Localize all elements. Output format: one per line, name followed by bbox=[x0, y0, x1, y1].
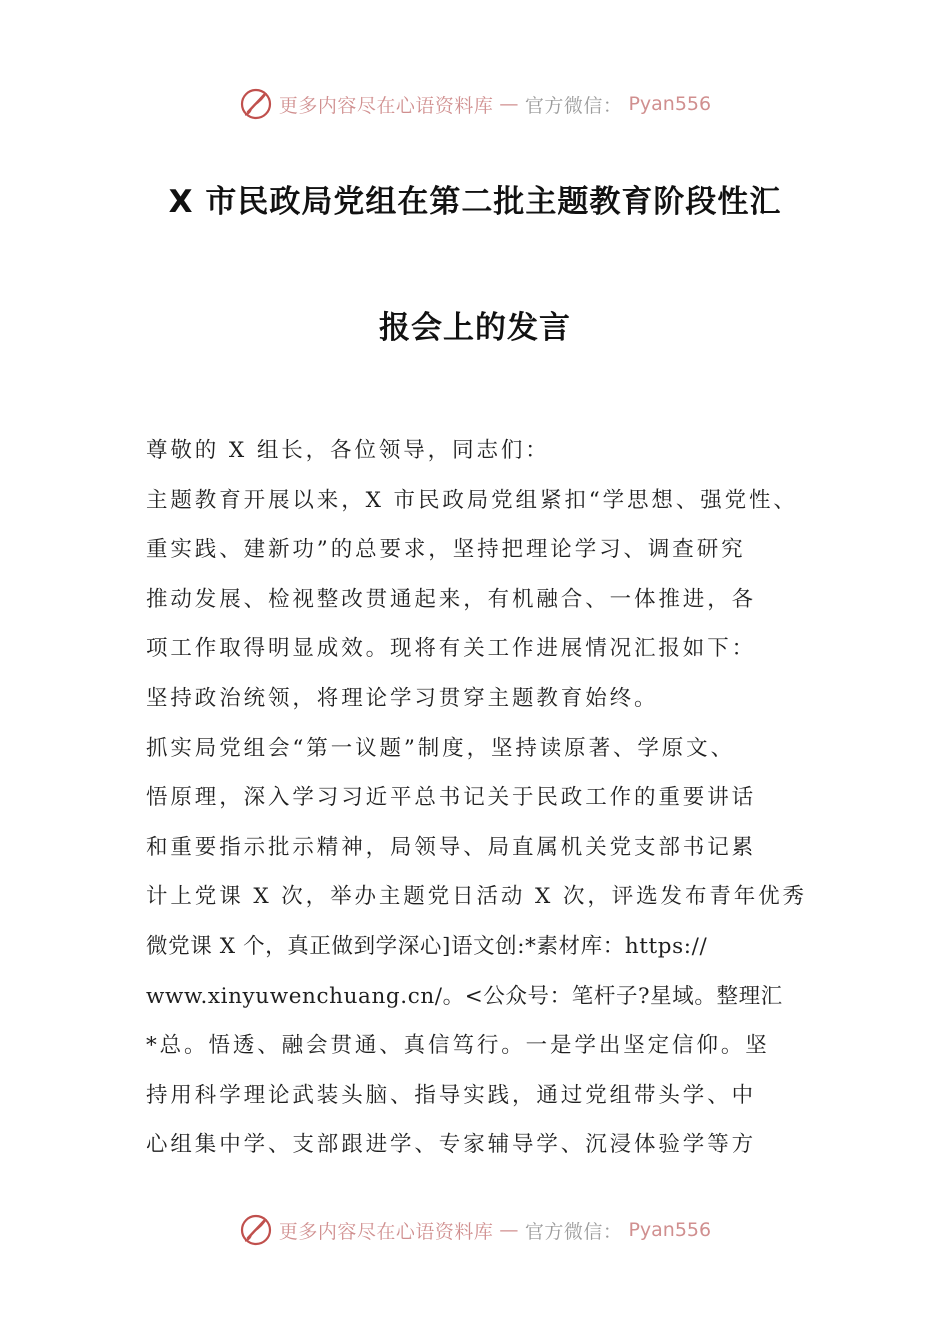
body-line: 和重要指示批示精神，局领导、局直属机关党支部书记累 bbox=[146, 834, 757, 860]
watermark-dash: — bbox=[499, 93, 519, 115]
body-line: 主题教育开展以来，X 市民政局党组紧扣“学思想、强党性、 bbox=[146, 487, 798, 513]
body-line: 悟原理，深入学习习近平总书记关于民政工作的重要讲话 bbox=[146, 785, 757, 811]
document-title-line-1: X 市民政局党组在第二批主题教育阶段性汇 bbox=[168, 184, 782, 220]
body-line: 持用科学理论武装头脑、指导实践，通过党组带头学、中 bbox=[146, 1082, 757, 1108]
watermark-main-text: 更多内容尽在心语资料库 bbox=[278, 1220, 494, 1243]
body-line: 重实践、建新功”的总要求，坚持把理论学习、调查研究 bbox=[146, 537, 746, 563]
body-line: 微党课 X 个，真正做到学深心]语文创:*素材库：https:// bbox=[146, 933, 708, 959]
body-line: 计上党课 X 次，举办主题党日活动 X 次，评选发布青年优秀 bbox=[146, 884, 807, 910]
watermark-dash: — bbox=[499, 1219, 519, 1241]
watermark-official-label: 官方微信： bbox=[524, 1220, 623, 1243]
watermark-main-text: 更多内容尽在心语资料库 bbox=[278, 94, 494, 117]
body-line: 心组集中学、支部跟进学、专家辅导学、沉浸体验学等方 bbox=[146, 1132, 757, 1158]
body-line: 坚持政治统领，将理论学习贯穿主题教育始终。 bbox=[146, 685, 659, 711]
watermark-wechat-id: Pyan556 bbox=[628, 1219, 712, 1241]
watermark-official-label: 官方微信： bbox=[524, 94, 623, 117]
watermark-banner-top bbox=[0, 84, 950, 124]
body-line: 推动发展、检视整改贯通起来，有机融合、一体推进，各 bbox=[146, 586, 757, 612]
watermark-wechat-id: Pyan556 bbox=[628, 93, 712, 115]
quill-logo-icon bbox=[239, 1213, 273, 1247]
document-body bbox=[146, 426, 816, 1170]
body-line: *总。悟透、融会贯通、真信笃行。一是学出坚定信仰。坚 bbox=[146, 1033, 770, 1059]
quill-logo-icon bbox=[239, 87, 273, 121]
body-line: 尊敬的 X 组长，各位领导，同志们： bbox=[146, 438, 550, 463]
body-line: 项工作取得明显成效。现将有关工作进展情况汇报如下： bbox=[146, 636, 757, 662]
document-title-line-2: 报会上的发言 bbox=[379, 310, 571, 346]
body-line: www.xinyuwenchuang.cn/。<公众号：笔杆子?星域。整理汇 bbox=[146, 983, 783, 1009]
body-line: 抓实局党组会“第一议题”制度，坚持读原著、学原文、 bbox=[146, 735, 735, 761]
watermark-banner-bottom bbox=[0, 1210, 950, 1250]
